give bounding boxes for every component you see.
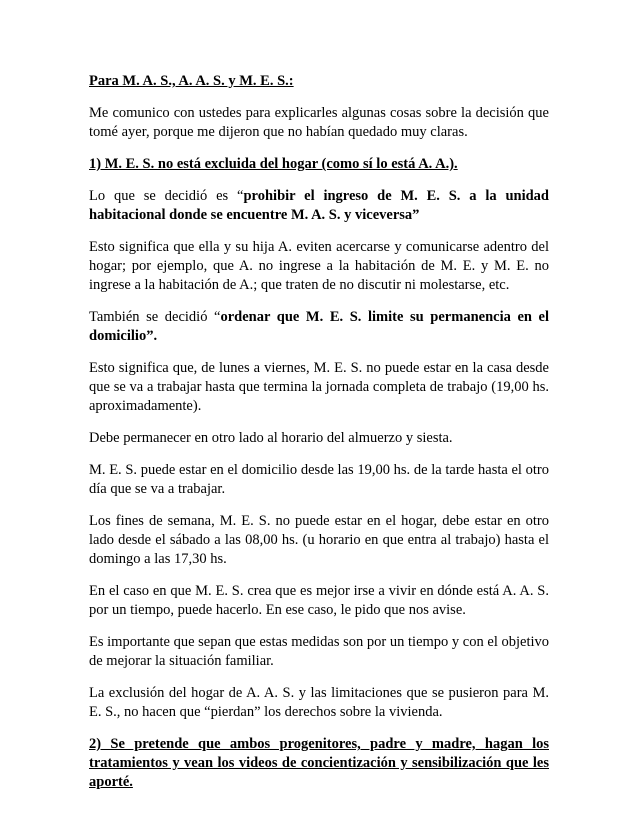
decision-1-paragraph: [89, 187, 549, 225]
evening-paragraph: M. E. S. puede estar en el domicilio desde las 19,00 hs. de la tarde hasta el otro día que se va a trabajar.: [89, 462, 549, 497]
move-option-paragraph: En el caso en que M. E. S. crea que es mejor irse a vivir en dónde está A. A. S. por un tiempo, puede hacerlo. En ese caso, le pido que nos avise.: [89, 583, 549, 618]
rights-paragraph: La exclusión del hogar de A. A. S. y las limitaciones que se pusieron para M. E. S., no hacen que “pierdan” los derechos sobre la vivienda.: [89, 685, 549, 720]
decision-1-quote: prohibir el ingreso de M. E. S. a la unidad habitacional donde se encuentre M. A. S. y viceversa”: [89, 188, 549, 223]
document-page: [89, 72, 549, 805]
decision-2-lead: También se decidió “: [89, 309, 221, 325]
section-1-heading: 1) M. E. S. no está excluida del hogar (como sí lo está A. A.).: [89, 156, 458, 172]
temporary-measures-paragraph: Es importante que sepan que estas medidas son por un tiempo y con el objetivo de mejorar la situación familiar.: [89, 634, 549, 669]
decision-2-paragraph: [89, 308, 549, 346]
decision-1-explanation: Esto significa que ella y su hija A. eviten acercarse y comunicarse adentro del hogar; por ejemplo, que A. no ingrese a la habitación de M. E. y M. E. no ingrese a la habitación de A.; que traten de no discutir ni molestarse, etc.: [89, 239, 549, 293]
weekend-paragraph: Los fines de semana, M. E. S. no puede estar en el hogar, debe estar en otro lado desde el sábado a las 08,00 hs. (u horario en que entra al trabajo) hasta el domingo a las 17,30 hs.: [89, 513, 549, 567]
weekday-schedule-paragraph: Esto significa que, de lunes a viernes, M. E. S. no puede estar en la casa desde que se va a trabajar hasta que termina la jornada completa de trabajo (19,00 hs. aproximadamente).: [89, 360, 549, 414]
decision-2-quote: ordenar que M. E. S. limite su permanencia en el domicilio”.: [89, 309, 549, 344]
intro-paragraph: Me comunico con ustedes para explicarles algunas cosas sobre la decisión que tomé ayer, porque me dijeron que no habían quedado muy claras.: [89, 105, 549, 140]
section-2-heading: 2) Se pretende que ambos progenitores, padre y madre, hagan los tratamientos y vean los videos de concientización y sensibilización que les aporté.: [89, 736, 549, 790]
salutation: Para M. A. S., A. A. S. y M. E. S.:: [89, 73, 294, 89]
decision-1-lead: Lo que se decidió es “: [89, 188, 244, 204]
lunch-paragraph: Debe permanecer en otro lado al horario del almuerzo y siesta.: [89, 430, 453, 446]
